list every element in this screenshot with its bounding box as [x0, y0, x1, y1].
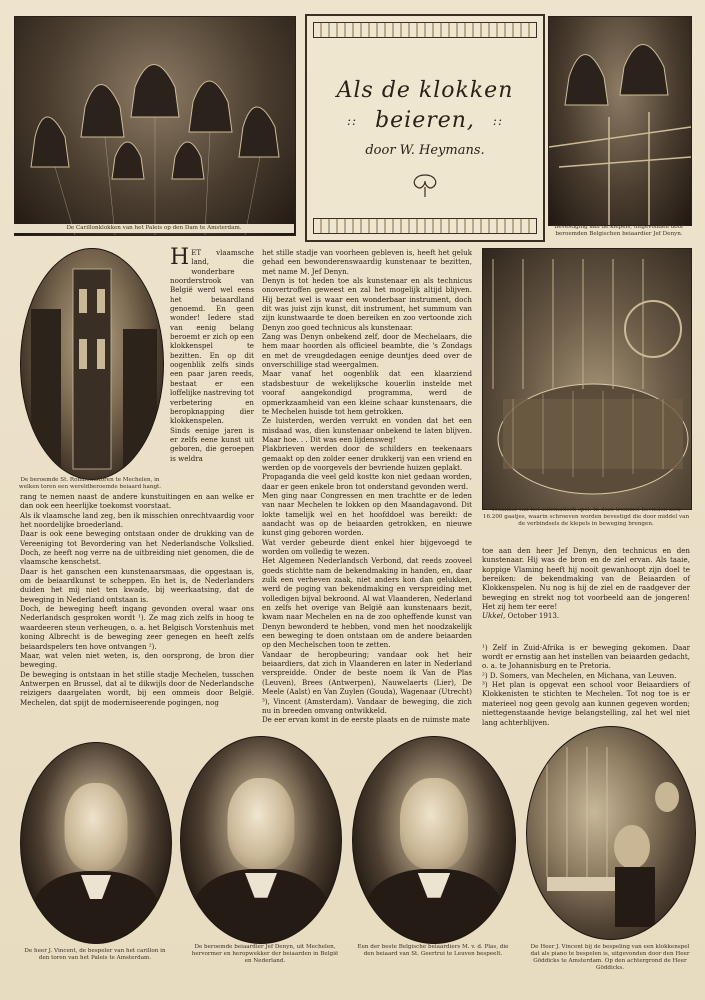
- paragraph-stronger: Doch, de beweging heeft ingang gevonden overal waar ons Nederlandsch gesproken wordt ¹). Ze mag zich zelfs in hoog te waardeeren steun verheugen, o. a. het Belgisch Vorstenhuis met koning Albrecht is de beweging zeer genegen en heeft zelfs beiaardspelers ten hove ontvangen ²).: [20, 604, 254, 651]
- paragraph-movement: Daar is ook eene beweging ontstaan onder de drukking van de Vereeniging tot Bevordering van het Nederlandsche Volkslied. Doch, ze heeft nog verre na de uitbreiding niet genomen, die de vlaamsche kenschetst.: [20, 529, 254, 567]
- paragraph-gave: Maar vanaf het oogenblik dat een klaarziend stadsbestuur de wekelijksche kouerlin instelde met vooraf aangekondigd programma, werd de opmerkzaamheid van een kleine schaar kunstenaars, die te Mechelen huisde tot hem getrokken.: [262, 369, 472, 416]
- column-2: [262, 248, 472, 725]
- date-text: October 1913.: [505, 611, 560, 621]
- column-1-top: [170, 245, 254, 463]
- paragraph-flemish: Als ik vlaamsche land zeg, ben ik misschien onrechtvaardig voor het noordelijke broederland.: [20, 510, 254, 530]
- portrait-denyn: [180, 736, 342, 944]
- paragraph-listeners: Ze luisterden, werden verrukt en vonden dat het een misdaad was, dien kunstenaar onbekend te laten blijven. Maar hoe. . . Dit was een lijdensweg!: [262, 416, 472, 444]
- photo-carillon-bells-amsterdam: [14, 16, 296, 236]
- caption-automatic-drum: Trommel van het automatisch spel. In deze trommel bevinden zich 16.200 gaatjes, waarin schroeven worden bevestigd die door middel van de verbindsels de klepels in beweging brengen.: [482, 507, 690, 527]
- paragraph-intro-text: ET vlaamsche land, die wonderbare noorderstrook van België werd wel eens het beiaardland genoemd. En geen wonder! Iedere stad van eenig belang beroemt er zich op een klokkenspel te bezitten. En op dit oogenblik zelfs sinds een paar jaren reeds, bestaat er een loffelijke nastreving tot verbetering en beropknapping dier klokkenspelen.: [170, 248, 254, 426]
- paragraph-further: Het Algemeen Nederlandsch Verbond, dat reeds zooveel goeds stichtte nam de bekendmaking in handen, en, daar zulk een verheven zaak, niet anders kon dan gelukken, werd de poging van bekendmaking en verspreiding met volledigen bijval bekroond. Al wat Vlaanderen, Nederland en zelfs het overige van België aan kunstenaars bezit, kwam naar Mechelen en na de zoo opheffende kunst van Denyn bewonderd te hebben, vond men het noodzakelijk een beweging te doen ontstaan om de andere beiaarden op den Mechelschen toon te zetten.: [262, 556, 472, 650]
- caption-portrait-keyboard: De Heer J. Vincent bij de bespeling van een klokkenspel dat als piano te bespelen is, uitgevonden door den Heer Göddicks te Amsterdam. Op den achtergrond de Heer Göddicks.: [530, 944, 690, 971]
- column-1-bottom: [20, 492, 254, 707]
- title-box: [305, 14, 545, 242]
- paragraph-mechelen: De beweging is ontstaan in het stille stadje Mechelen, tusschen Antwerpen en Brussel, dat al te dikwijls door de Nederlandsche reizigers daargelaten wordt, bij een ommeis door België. Mechelen, dat spijt de moderniseerende pogingen, nog: [20, 669, 254, 707]
- paragraph-rank: rang te nemen naast de andere kunstuitingen en aan welke er dan ook een heerlijke toekomst voorstaat.: [20, 492, 254, 511]
- column-3: [482, 546, 690, 727]
- flourish-ornament-icon: [405, 171, 445, 201]
- photo-automatic-drum: [482, 248, 692, 510]
- caption-portrait-vincent: De heer J. Vincent, de bespeler van het carillon in den toren van het Paleis te Amsterdam.: [24, 948, 166, 961]
- ornament-top: [313, 22, 537, 38]
- caption-bell-mounting: Bevestiging aan de klepels, uitgevonden door beroemden Belgischen beiaardier Jef Denyn.: [554, 224, 684, 237]
- paragraph-singing: Zang was Denyn onbekend zelf, door de Mechelaars, die hem maar hoorden als officieel beambte, die 's Zondags en met de vreugdedagen eenige deuntjes deed over de onverschillige stad weergalmen.: [262, 332, 472, 370]
- drop-cap: H: [170, 245, 190, 270]
- place-ukkel: Ukkel,: [482, 611, 506, 621]
- article-title-line2: [307, 108, 543, 133]
- paragraph-since: Sinds eenige jaren is er zelfs eene kunst uit geboren, die geroepen is weldra: [170, 425, 254, 463]
- title-dots-right: ::: [492, 114, 504, 128]
- caption-portrait-denyn: De beroemde beiaardier Jef Denyn, uit Mechelen, hervormer en heropwekker der beiaarden in België en Nederland.: [191, 944, 339, 964]
- paragraph-signoff: [482, 611, 690, 620]
- portrait-van-de-plas: [352, 736, 516, 944]
- portrait-vincent: [20, 742, 172, 944]
- paragraph-town: het stille stadje van voorheen gebleven is, heeft het geluk gehad een bewonderenswaardig kunstenaar te bezitten, met name M. Jef Denyn.: [262, 248, 472, 276]
- paragraph-leader: toe aan den heer Jef Denyn, den technicus en den kunstenaar. Hij was de bron en de ziel ervan. Als taaie, koppige Vlaming heeft hij nooit gewanhoopt zijn doel te bereiken: de bekendmaking van de Beiaarden of Klokkenspelen. Nu nog is hij de ziel en de raadgever der beweging en strekt nog tot voorbeeld aan de jongeren! Het zij hem ter eere!: [482, 546, 690, 612]
- paragraph-posters: Propaganda die veel geld kostte kon niet gedaan worden, daar er geen enkele bron tot onderstand gevonden werd.: [262, 472, 472, 491]
- caption-portrait-van-de-plas: Een der beste Belgische beiaardiers M. v. d. Plas, die den beiaard van St. Geertrui te Leuven bespeelt.: [357, 944, 509, 957]
- photo-rombouts-tower: [20, 248, 164, 480]
- caption-rombouts-tower: De beroemde St. Romboutstoren te Mechelen, in welken toren een wereldberoemde beiaard hangt.: [18, 477, 162, 490]
- title-dots-left: ::: [346, 114, 358, 128]
- keyboard-illustration: [527, 727, 695, 939]
- caption-carillon-amsterdam: De Carillonklokken van het Paleis op den Dam te Amsterdam.: [14, 224, 294, 233]
- paragraph-verbond: Vandaar de heropbeuring; vandaar ook het heir beiaardiers, dat zich in Vlaanderen en later in Nederland verspreidde. Onder de beste noem ik Van de Plas (Leuven), Brees (Antwerpen), Nauwelaerts (Lier), De Meele (Aalst) en Van Zuylen (Gouda), Wagenaar (Utrecht) ³), Vincent (Amsterdam). Vandaar de beweging, die zich nu in breeden omvang ontwikkeld.: [262, 649, 472, 715]
- paragraph-but-he: Plakbrieven werden door de schilders en teekenaars gemaakt op den zolder eener drukkerij van een vriend en werden op de voorgevels der bevriende huizen geplakt.: [262, 444, 472, 472]
- portrait-vincent-keyboard: [526, 726, 696, 940]
- paragraph-propaganda: Men ging naar Congressen en men trachtte er de leden van naar Mechelen te lokken op den Maandagavond. Dit lokte tamelijk wel en het hoofddoel was bereikt: de aandacht was op de beiaarden getrokken, en nieuwe kunst ging geboren worden.: [262, 490, 472, 538]
- article-title-line2-text: beieren,: [375, 108, 475, 133]
- byline: door W. Heymans.: [365, 143, 485, 158]
- ornament-bottom: [313, 218, 537, 234]
- paragraph-intro: [170, 245, 254, 426]
- tower-illustration: [21, 249, 163, 479]
- footnote-3: ³) Het plan is opgevat een school voor Beiaardiers of Klokkenisten te stichten te Mechelen. Tot nog toe is er materieel nog geen gevolg aan kunnen gegeven worden; niettegenstaande hevige belangstelling, zal het wel niet lang achterblijven.: [482, 680, 690, 727]
- bell-mounting-illustration: [549, 17, 691, 225]
- footnote-2: ²) D. Somers, van Mechelen, en Michana, van Leuven.: [482, 670, 677, 680]
- bells-illustration: [15, 17, 295, 235]
- paragraph-congresses: Wat verder gebeurde dient enkel hier bijgevoegd te worden om volledig te wezen.: [262, 537, 472, 556]
- paragraph-remarkable: Daar is het ganschen een kunstenaarsmaas, die opgestaan is, om de beiaardkunst te scheppen. En het is, de Nederlanders duiden het mij niet ten kwade, bij weerkaatsing, dat de beweging in Nederland ontstaan is.: [20, 566, 254, 604]
- paragraph-denyn: Denyn is tot heden toe als kunstenaar en als technicus onovertroffen geweest en zal het mogelijk altijd blijven. Hij bezat wel is waar een wonderbaar instrument, doch dit was juist zijn kunst, dit instrument, het summum van zijn kunstwaarde te doen bereiken en zoo vertoonde zich Denyn zoo goed technicus als kunstenaar.: [262, 276, 472, 332]
- footnote-1: ¹) Zelf in Zuid-Afrika is er beweging gekomen. Daar wordt er ernstig aan het instellen van beiaarden gedacht, o. a. te Johannisburg en te Pretoria.: [482, 642, 690, 671]
- drum-illustration: [483, 249, 691, 509]
- photo-bell-mounting: [548, 16, 692, 226]
- paragraph-origin: Maar, wat velen niet weten, is, den oorsprong, de bron dier beweging.: [20, 650, 254, 670]
- article-title-line1: Als de klokken: [336, 78, 514, 103]
- paragraph-space: De eer ervan komt in de eerste plaats en de ruimste mate: [262, 715, 470, 725]
